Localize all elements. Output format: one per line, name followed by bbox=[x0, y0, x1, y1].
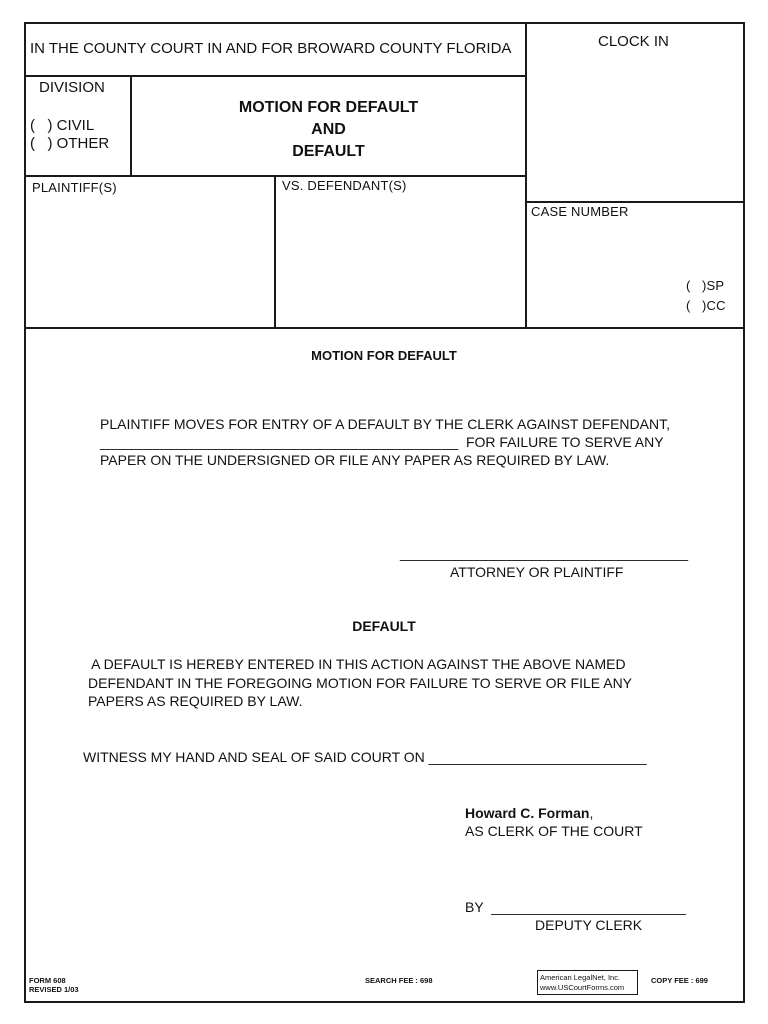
division-label: DIVISION bbox=[39, 79, 105, 96]
default-line-1: A DEFAULT IS HEREBY ENTERED IN THIS ACTION AGAINST THE ABOVE NAMED bbox=[88, 656, 626, 672]
sp-option[interactable]: ( )SP bbox=[686, 278, 725, 293]
motion-line-3: PAPER ON THE UNDERSIGNED OR FILE ANY PAPER AS REQUIRED BY LAW. bbox=[100, 452, 610, 468]
publisher-name: American LegalNet, Inc. bbox=[540, 973, 621, 982]
plaintiff-label: PLAINTIFF(S) bbox=[32, 180, 117, 195]
form-number: FORM 608 bbox=[29, 976, 66, 985]
clock-in-label: CLOCK IN bbox=[598, 33, 669, 50]
case-number-label: CASE NUMBER bbox=[531, 204, 629, 219]
division-civil-option[interactable]: ( ) CIVIL bbox=[30, 117, 95, 134]
motion-line-2: ______________________________________________ FOR FAILURE TO SERVE ANY bbox=[100, 434, 664, 450]
outer-border-right bbox=[743, 22, 745, 1003]
clerk-name: Howard C. Forman bbox=[465, 805, 590, 821]
witness-line: WITNESS MY HAND AND SEAL OF SAID COURT ON ____________________________ bbox=[83, 749, 647, 765]
clerk-name-comma: , bbox=[589, 805, 594, 821]
attorney-signature-line: _____________________________________ bbox=[400, 545, 689, 561]
revised-date: REVISED 1/03 bbox=[29, 985, 79, 994]
default-line-3: PAPERS AS REQUIRED BY LAW. bbox=[88, 693, 303, 709]
by-signature-line: BY _________________________ bbox=[465, 899, 686, 915]
default-heading: DEFAULT bbox=[352, 618, 416, 634]
outer-border-left bbox=[24, 22, 26, 1003]
case-number-divider bbox=[525, 201, 745, 203]
form-title bbox=[132, 97, 525, 163]
outer-border-top bbox=[24, 22, 745, 24]
form-title-line1: MOTION FOR DEFAULT bbox=[238, 99, 419, 116]
clerk-title: AS CLERK OF THE COURT bbox=[465, 823, 643, 839]
copy-fee: COPY FEE : 699 bbox=[651, 976, 708, 985]
attorney-signature-label: ATTORNEY OR PLAINTIFF bbox=[450, 564, 624, 580]
publisher-url[interactable]: www.USCourtForms.com bbox=[540, 983, 625, 992]
cc-option[interactable]: ( )CC bbox=[686, 298, 726, 313]
deputy-clerk-label: DEPUTY CLERK bbox=[535, 917, 643, 933]
division-other-option[interactable]: ( ) OTHER bbox=[30, 135, 110, 152]
parties-divider bbox=[274, 175, 276, 329]
default-line-2: DEFENDANT IN THE FOREGOING MOTION FOR FAILURE TO SERVE OR FILE ANY bbox=[88, 675, 633, 691]
outer-border-bottom bbox=[24, 1001, 745, 1003]
court-heading: IN THE COUNTY COURT IN AND FOR BROWARD COUNTY FLORIDA bbox=[30, 40, 512, 57]
search-fee: SEARCH FEE : 698 bbox=[365, 976, 433, 985]
clerk-name-line bbox=[465, 804, 593, 823]
header-bottom-divider bbox=[24, 327, 745, 329]
defendant-label: VS. DEFENDANT(S) bbox=[282, 178, 407, 193]
motion-line-1: PLAINTIFF MOVES FOR ENTRY OF A DEFAULT BY THE CLERK AGAINST DEFENDANT, bbox=[100, 416, 670, 432]
form-title-line3: DEFAULT bbox=[292, 143, 365, 160]
motion-heading: MOTION FOR DEFAULT bbox=[311, 348, 457, 363]
form-title-line2: AND bbox=[311, 121, 346, 138]
publisher-box bbox=[537, 970, 638, 995]
header-divider-court bbox=[24, 75, 527, 77]
